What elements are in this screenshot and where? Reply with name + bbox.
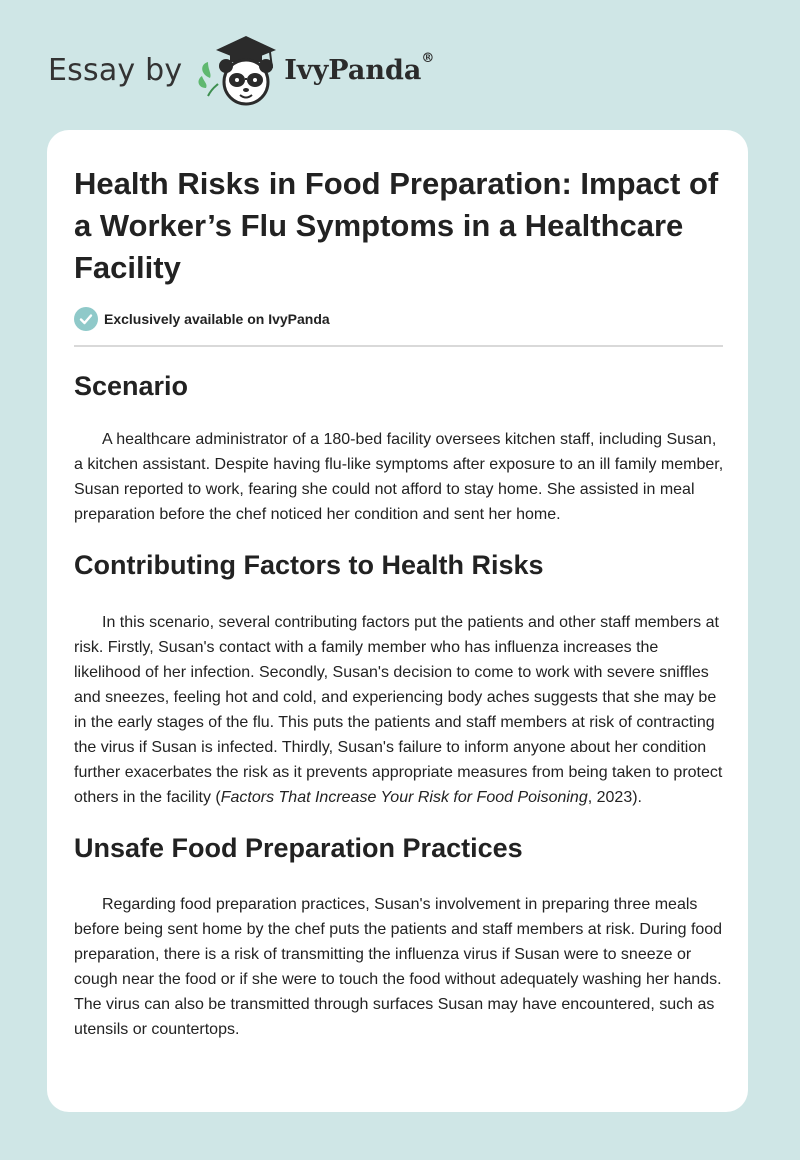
site-header: [48, 30, 434, 110]
title-divider: [74, 345, 723, 347]
section-contributing-factors: [74, 547, 726, 810]
section-heading: Scenario: [74, 371, 189, 401]
brand-name: IvyPanda®: [284, 50, 435, 86]
panda-graduate-logo-icon: [196, 30, 282, 110]
section-unsafe-practices: [74, 830, 726, 1042]
section-paragraph: Regarding food preparation practices, Susan's involvement in preparing three meals before being sent home by the chef puts the patients and staff members at risk. During food preparation, there is a risk of transmitting the influenza virus if Susan were to sneeze or cough near the food or if she were to touch the food without adequately washing her hands. The virus can also be transmitted through surfaces Susan may have encountered, such as utensils or countertops.: [74, 896, 723, 1038]
citation-tail: , 2023).: [587, 789, 642, 806]
registered-mark: ®: [421, 50, 435, 66]
section-paragraph: [74, 610, 726, 810]
article-title: Health Risks in Food Preparation: Impact of a Worker’s Flu Symptoms in a Healthcare Facility: [74, 166, 719, 285]
section-heading: Unsafe Food Preparation Practices: [74, 833, 523, 863]
article-body: [74, 368, 726, 1042]
section-paragraph: A healthcare administrator of a 180-bed facility oversees kitchen staff, including Susan, a kitchen assistant. Despite having flu-like symptoms after exposure to an ill family member, Susan reported to work, fearing she could not afford to stay home. She assisted in meal preparation before the chef noticed her condition and sent her home.: [74, 431, 724, 523]
section-scenario: [74, 368, 726, 527]
check-circle-icon: [74, 307, 98, 331]
exclusive-label: Exclusively available on IvyPanda: [104, 311, 330, 327]
section-heading: Contributing Factors to Health Risks: [74, 550, 544, 580]
exclusive-badge: [74, 307, 330, 331]
article-card: [47, 130, 748, 1112]
citation-title: Factors That Increase Your Risk for Food Poisoning: [220, 789, 588, 806]
essay-by-label: Essay by: [48, 52, 183, 88]
paragraph-text: In this scenario, several contributing factors put the patients and other staff members at risk. Firstly, Susan's contact with a family member who has influenza increases the likelihood of her infection. Secondly, Susan's decision to come to work with severe sniffles and sneezes, feeling hot and cold, and experiencing body aches suggests that she may be in the early stages of the flu. This puts the patients and staff members at risk of contracting the virus if Susan is infected. Thirdly, Susan's failure to inform anyone about her condition further exacerbates the risk as it prevents appropriate measures from being taken to protect others in the facility (: [74, 614, 723, 806]
ivypanda-logo[interactable]: [196, 30, 434, 110]
